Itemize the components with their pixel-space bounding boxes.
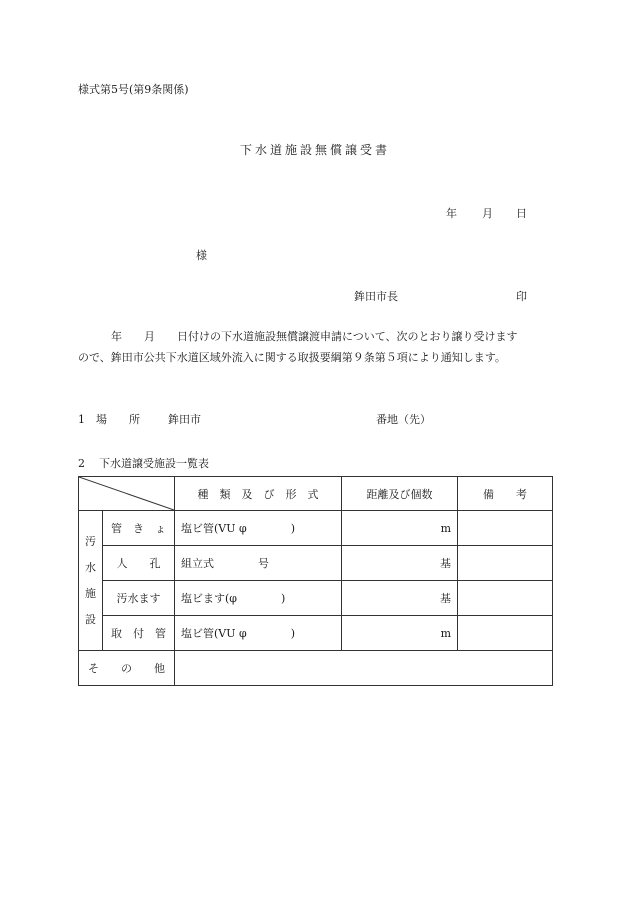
facility-table (78, 476, 553, 686)
row-remarks[interactable] (458, 546, 553, 581)
row-remarks[interactable] (458, 581, 553, 616)
row-type[interactable]: 組立式 号 (175, 546, 342, 581)
form-number: 様式第5号(第9条関係) (78, 83, 189, 96)
section2-heading (78, 458, 209, 469)
section1-number: 1 (78, 413, 85, 426)
section1-label: 場 所 (96, 413, 140, 426)
row-type[interactable]: 塩ビます(φ ) (175, 581, 342, 616)
table-row (79, 546, 553, 581)
addressee-suffix: 様 (196, 249, 207, 262)
section2-number: 2 (78, 457, 85, 470)
date-year: 年 (446, 207, 457, 220)
seal-mark: 印 (516, 290, 527, 303)
row-type[interactable]: 塩ビ管(VU φ ) (175, 616, 342, 651)
row-unit[interactable]: 基 (342, 546, 458, 581)
row-type[interactable]: 塩ビ管(VU φ ) (175, 511, 342, 546)
table-header-row (79, 477, 553, 511)
header-distance: 距離及び個数 (342, 477, 458, 511)
header-type: 種 類 及 び 形 式 (175, 477, 342, 511)
date-month: 月 (482, 207, 493, 220)
table-row-other (79, 651, 553, 686)
table-row (79, 616, 553, 651)
row-name: 管 き ょ (103, 511, 175, 546)
body-line-2: ので、鉾田市公共下水道区域外流入に関する取扱要綱第９条第５項により通知します。 (78, 351, 506, 364)
row-unit[interactable]: m (342, 511, 458, 546)
row-unit[interactable]: m (342, 616, 458, 651)
table-row (79, 581, 553, 616)
row-remarks[interactable] (458, 511, 553, 546)
row-name: 取 付 管 (103, 616, 175, 651)
section2-label: 下水道譲受施設一覧表 (99, 457, 209, 470)
issuer: 鉾田市長 (354, 290, 398, 303)
header-diagonal-cell (79, 477, 175, 511)
row-name: 人 孔 (103, 546, 175, 581)
row-name: 汚水ます (103, 581, 175, 616)
other-label: そ の 他 (79, 651, 175, 686)
group-label-sewage: 汚 水 施 設 (79, 511, 103, 651)
date-day: 日 (516, 207, 527, 220)
body-line-1: 年 月 日付けの下水道施設無償譲渡申請について、次のとおり譲り受けます (78, 330, 518, 343)
section1-city: 鉾田市 (168, 413, 201, 426)
other-value[interactable] (175, 651, 553, 686)
header-remarks: 備 考 (458, 477, 553, 511)
row-remarks[interactable] (458, 616, 553, 651)
diagonal-line (79, 477, 174, 510)
section1-suffix: 番地（先） (376, 413, 431, 426)
row-unit[interactable]: 基 (342, 581, 458, 616)
table-row (79, 511, 553, 546)
document-title: 下水道施設無償譲受書 (239, 143, 390, 157)
